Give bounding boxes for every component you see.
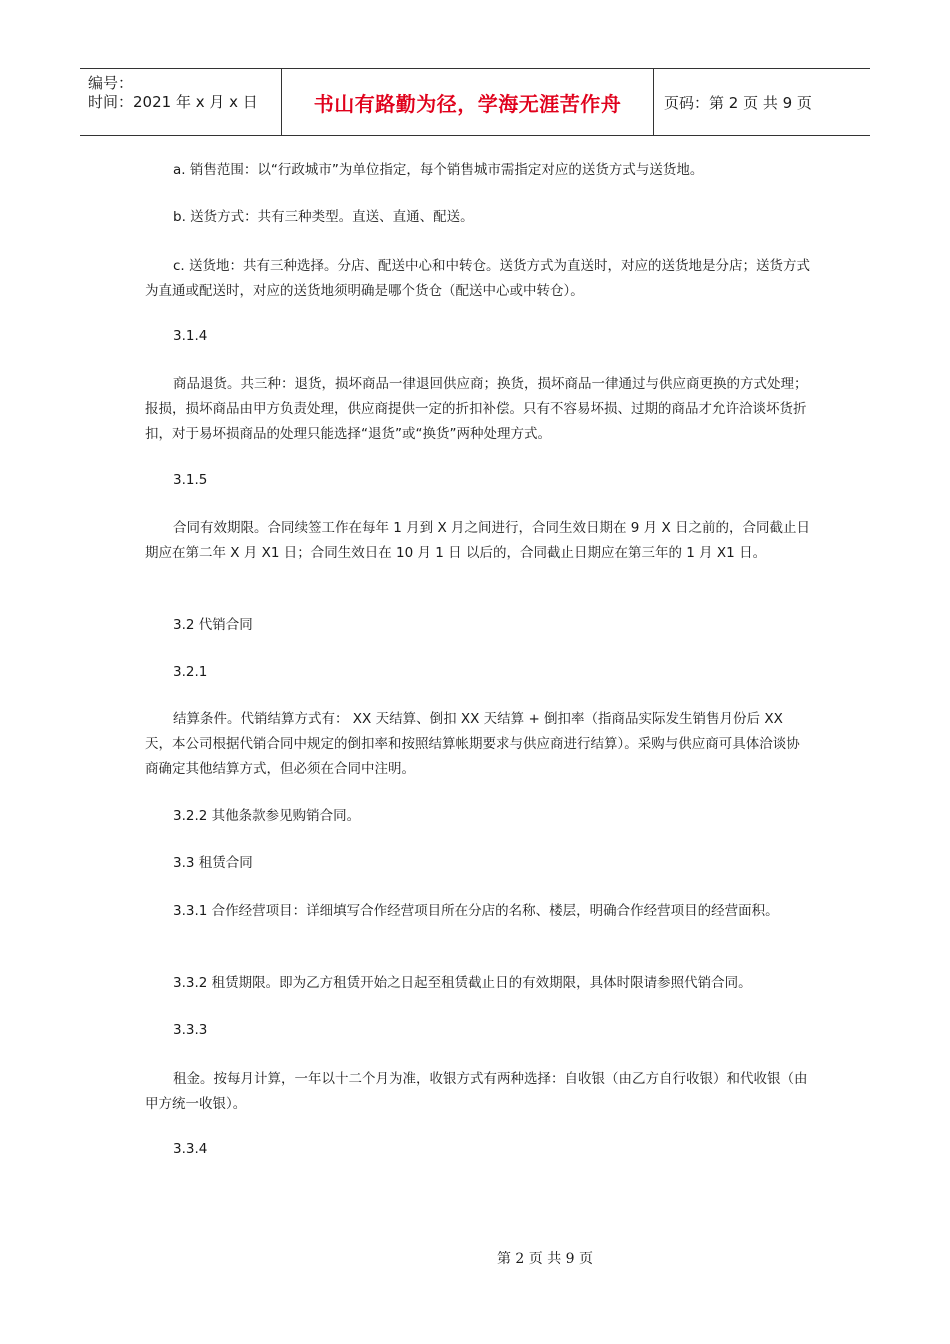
paragraph-lease-term: 3.3.2 租赁期限。即为乙方租赁开始之日起至租赁截止日的有效期限，具体时限请参照代销合同。	[173, 975, 752, 991]
section-heading-3-1-5: 3.1.5	[173, 472, 208, 488]
header-info-cell	[80, 69, 282, 135]
section-heading-3-3-3: 3.3.3	[173, 1022, 208, 1038]
page-footer	[0, 1248, 950, 1268]
document-number-label: 编号：	[88, 74, 134, 92]
section-heading-3-2-1: 3.2.1	[173, 664, 208, 680]
section-heading-3-2: 3.2 代销合同	[173, 617, 253, 633]
section-heading-3-1-4: 3.1.4	[173, 328, 208, 344]
document-time-label: 时间：2021 年 x 月 x 日	[88, 93, 258, 111]
header-page-cell	[654, 69, 870, 135]
paragraph-returns: 商品退货。共三种：退货，损坏商品一律退回供应商；换货，损坏商品一律通过与供应商更换的方式处理；报损，损坏商品由甲方负责处理，供应商提供一定的折扣补偿。只有不容易坏损、过期的商品才允许洽谈坏货折扣，对于易坏损商品的处理只能选择“退货”或“换货”两种处理方式。	[145, 376, 808, 442]
paragraph-settlement: 结算条件。代销结算方式有： XX 天结算、倒扣 XX 天结算 + 倒扣率（指商品实际发生销售月份后 XX 天，本公司根据代销合同中规定的倒扣率和按照结算帐期要求与供应商进行结算）。采购与供应商可具体洽谈协商确定其他结算方式，但必须在合同中注明。	[145, 711, 800, 777]
header-motto-cell	[282, 69, 654, 135]
section-heading-3-3-4: 3.3.4	[173, 1141, 208, 1157]
section-heading-3-2-2: 3.2.2 其他条款参见购销合同。	[173, 808, 361, 824]
paragraph-delivery-location: c. 送货地：共有三种选择。分店、配送中心和中转仓。送货方式为直送时，对应的送货地是分店；送货方式为直通或配送时，对应的送货地须明确是哪个货仓（配送中心或中转仓）。	[145, 258, 811, 299]
footer-page-number: 第 2 页 共 9 页	[496, 1251, 594, 1267]
header-page-number: 页码：第 2 页 共 9 页	[664, 93, 812, 112]
paragraph-contract-validity: 合同有效期限。合同续签工作在每年 1 月到 X 月之间进行，合同生效日期在 9 月 X 日之前的，合同截止日期应在第二年 X 月 X1 日；合同生效日在 10 月 1 日 以后的，合同截止日期应在第三年的 1 月 X1 日。	[145, 520, 811, 561]
page-header	[80, 68, 870, 136]
paragraph-delivery-method: b. 送货方式：共有三种类型。直送、直通、配送。	[173, 209, 474, 225]
paragraph-cooperation-project: 3.3.1 合作经营项目：详细填写合作经营项目所在分店的名称、楼层，明确合作经营项目的经营面积。	[173, 903, 779, 919]
section-heading-3-3: 3.3 租赁合同	[173, 855, 253, 871]
header-motto: 书山有路勤为径，学海无涯苦作舟	[313, 91, 622, 116]
paragraph-rent: 租金。按每月计算，一年以十二个月为准，收银方式有两种选择：自收银（由乙方自行收银）和代收银（由甲方统一收银）。	[145, 1071, 808, 1112]
paragraph-sales-range: a. 销售范围：以“行政城市”为单位指定，每个销售城市需指定对应的送货方式与送货地。	[173, 162, 704, 178]
